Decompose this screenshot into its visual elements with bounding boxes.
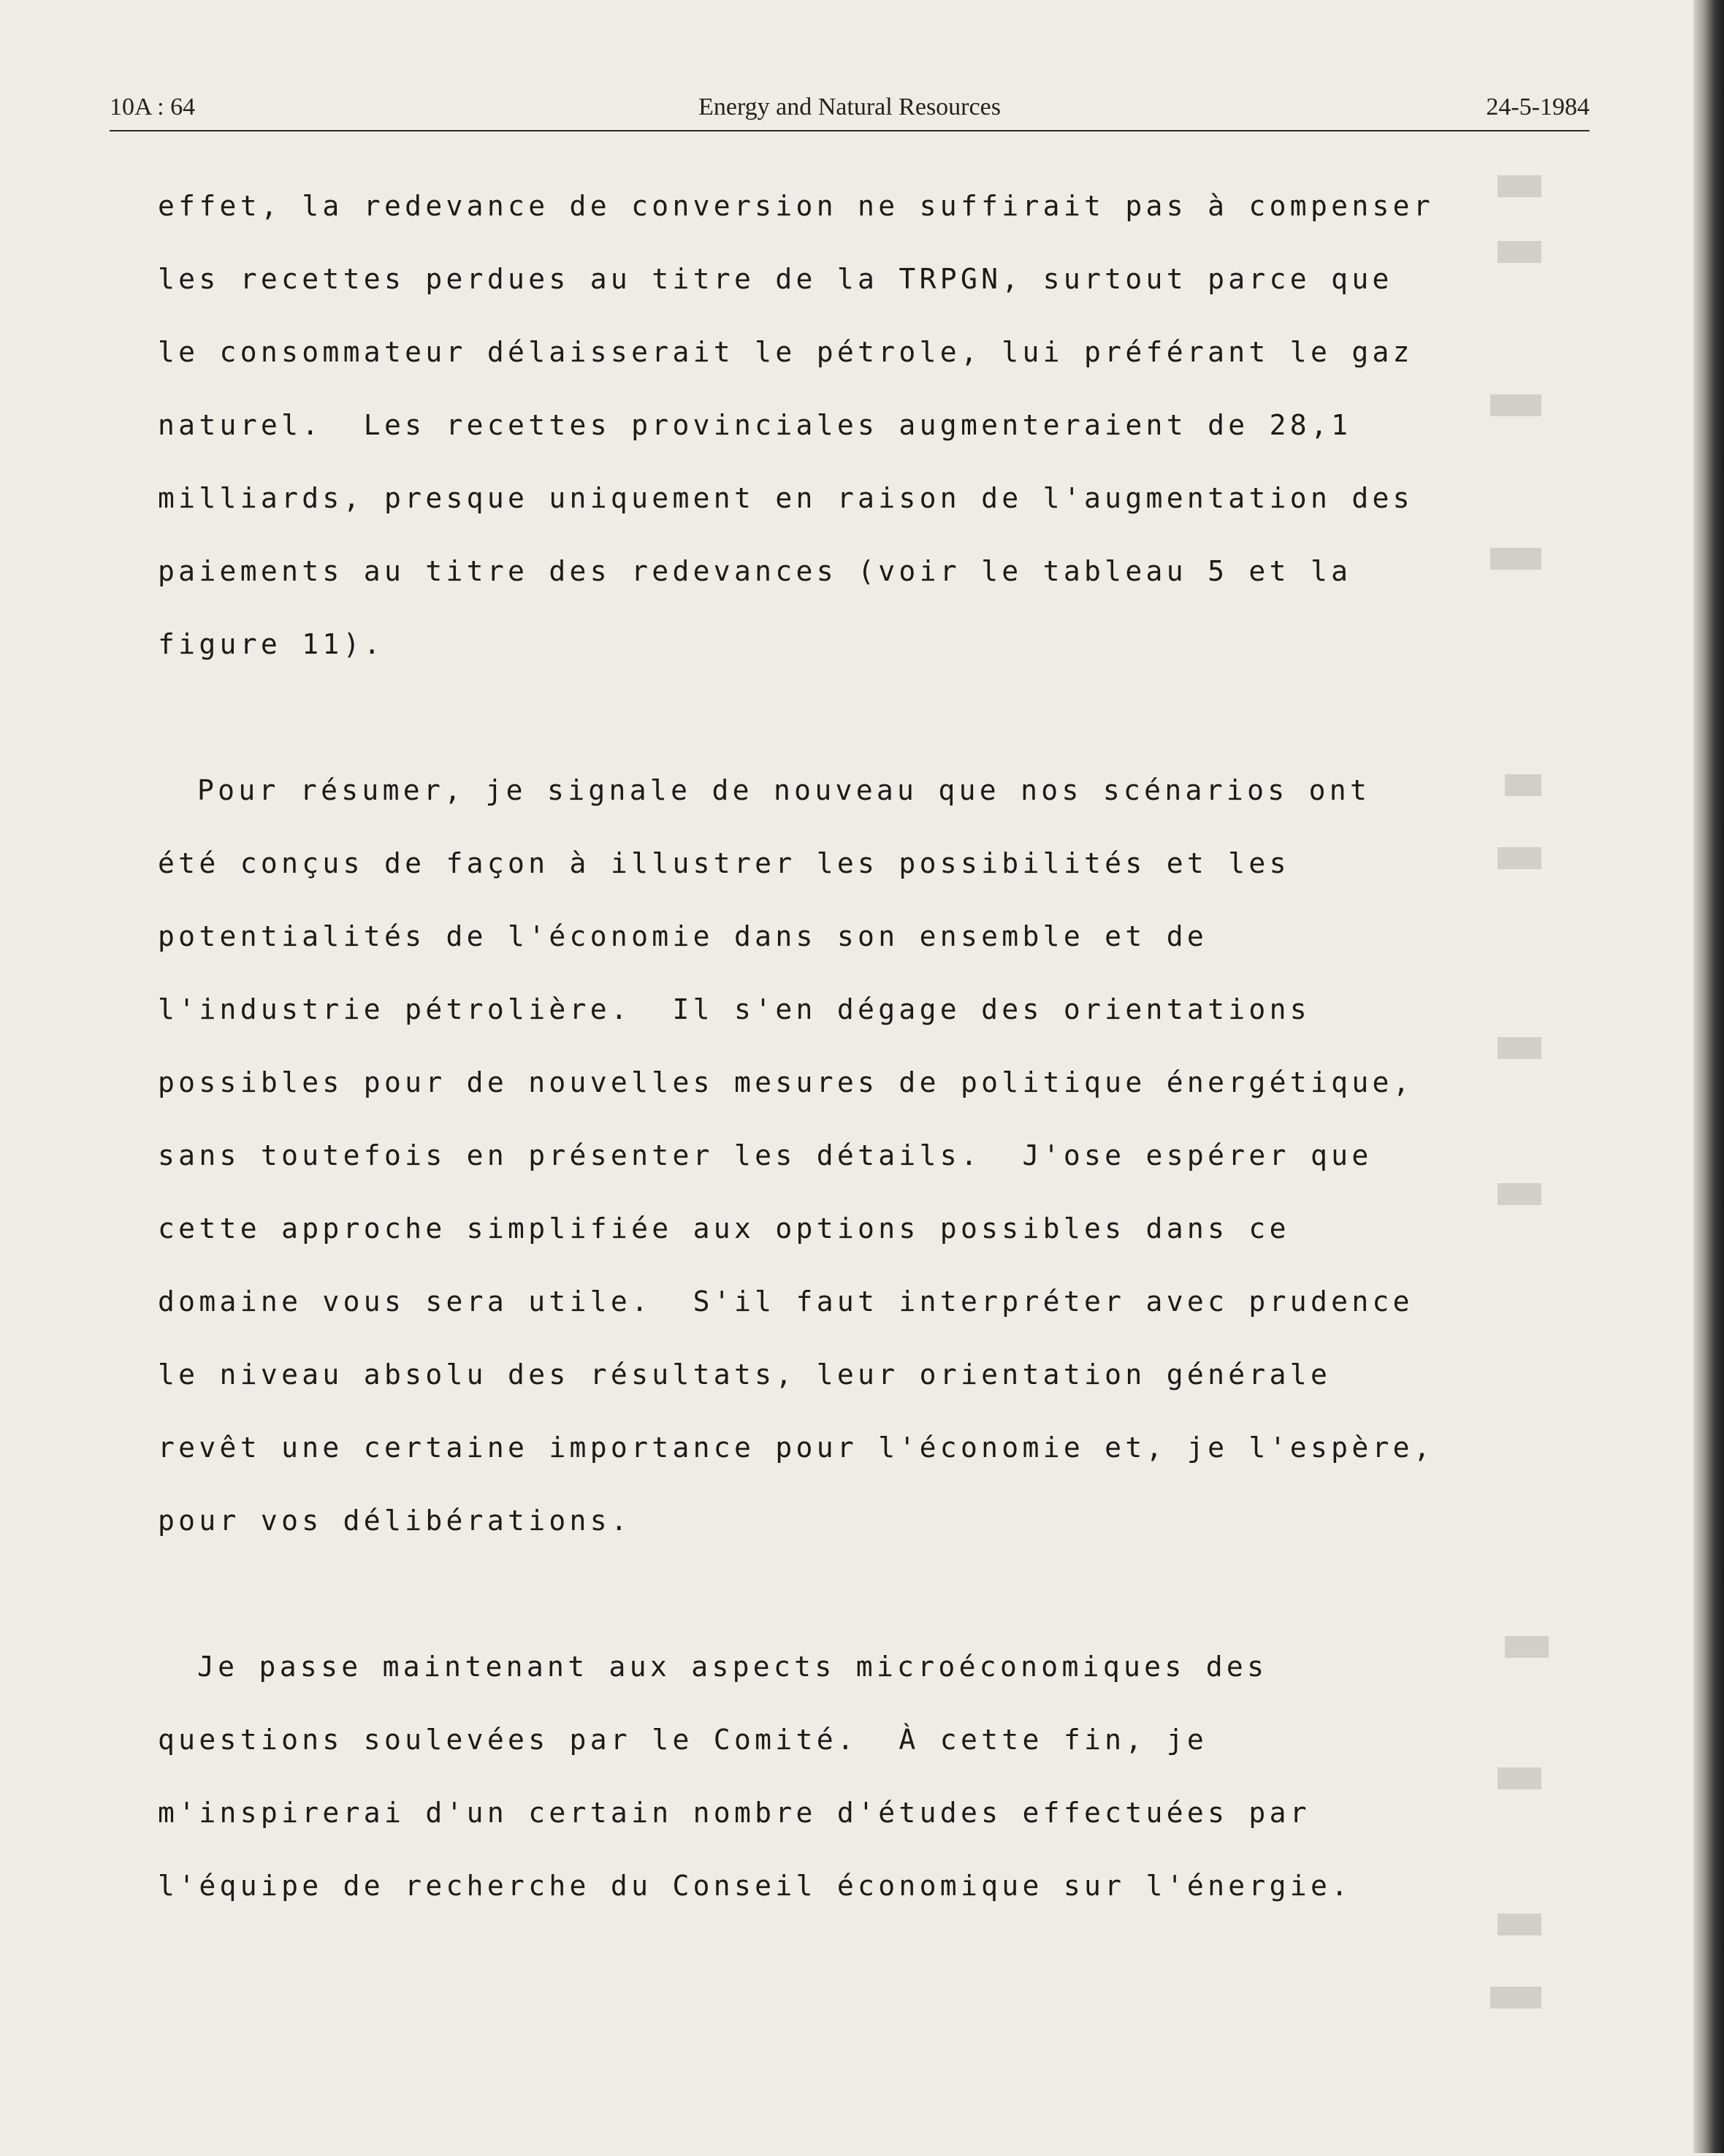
text-line: revêt une certaine importance pour l'économie et, je l'espère, xyxy=(158,1431,1435,1464)
text-line: été conçus de façon à illustrer les possibilités et les xyxy=(158,847,1290,879)
text-line: m'inspirerai d'un certain nombre d'études effectuées par xyxy=(158,1797,1311,1829)
text-line: domaine vous sera utile. S'il faut interpréter avec prudence xyxy=(158,1285,1414,1318)
text-line: cette approche simplifiée aux options possibles dans ce xyxy=(158,1212,1290,1245)
text-line: potentialités de l'économie dans son ensemble et de xyxy=(158,920,1208,952)
running-header xyxy=(110,93,1590,127)
text-line: Je passe maintenant aux aspects microéconomiques des xyxy=(197,1651,1268,1683)
text-line: effet, la redevance de conversion ne suffirait pas à compenser xyxy=(158,190,1435,222)
header-rule xyxy=(110,130,1590,131)
page-number: 10A : 64 xyxy=(110,93,196,121)
header-date: 24-5-1984 xyxy=(1486,93,1590,121)
text-line: pour vos délibérations. xyxy=(158,1505,632,1537)
text-line: les recettes perdues au titre de la TRPGN, surtout parce que xyxy=(158,263,1393,295)
text-line: l'équipe de recherche du Conseil économique sur l'énergie. xyxy=(158,1870,1352,1902)
header-title: Energy and Natural Resources xyxy=(698,93,1001,121)
text-line: naturel. Les recettes provinciales augmenteraient de 28,1 xyxy=(158,409,1352,441)
paragraph-gap xyxy=(158,1557,1546,1630)
text-line: figure 11). xyxy=(158,628,384,660)
text-line: sans toutefois en présenter les détails. J'ose espérer que xyxy=(158,1139,1373,1171)
paragraph-gap xyxy=(158,681,1546,754)
text-line: le niveau absolu des résultats, leur orientation générale xyxy=(158,1358,1332,1391)
text-line: possibles pour de nouvelles mesures de politique énergétique, xyxy=(158,1066,1414,1098)
paragraph xyxy=(158,169,1546,681)
paragraph xyxy=(158,754,1546,1557)
page-binding-edge xyxy=(1693,0,1724,2153)
text-line: l'industrie pétrolière. Il s'en dégage des orientations xyxy=(158,993,1311,1025)
text-line: questions soulevées par le Comité. À cette fin, je xyxy=(158,1724,1208,1756)
text-line: Pour résumer, je signale de nouveau que nos scénarios ont xyxy=(197,774,1371,806)
text-line: le consommateur délaisserait le pétrole, lui préférant le gaz xyxy=(158,336,1414,368)
text-line: milliards, presque uniquement en raison de l'augmentation des xyxy=(158,482,1414,514)
text-line: paiements au titre des redevances (voir le tableau 5 et la xyxy=(158,555,1352,587)
body-text xyxy=(158,169,1546,1922)
paragraph xyxy=(158,1630,1546,1922)
